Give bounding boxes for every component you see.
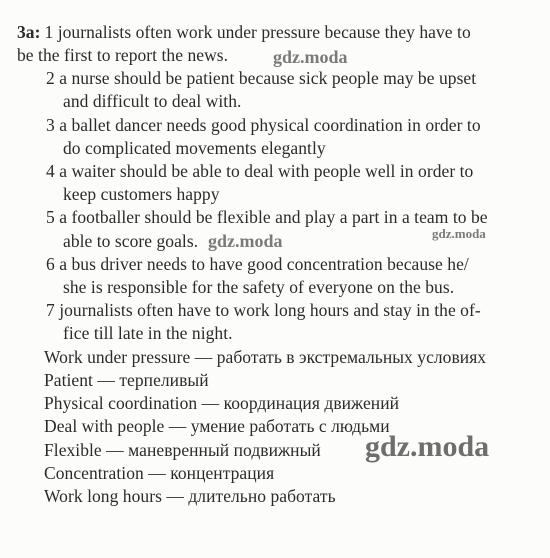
vocab-item: Work under pressure — работать в экстремальных условиях <box>44 347 487 367</box>
item-6-line-2: she is responsible for the safety of everyone on the bus. <box>63 277 455 297</box>
item-2-line-1: 2 a nurse should be patient because sick people may be upset <box>46 68 477 88</box>
item-1-line-1: 3a: 1 journalists often work under pressure because they have to <box>17 22 471 42</box>
item-7-line-2: fice till late in the night. <box>63 323 233 343</box>
watermark: gdz.moda <box>432 226 486 241</box>
item-3-line-2: do complicated movements elegantly <box>63 138 326 158</box>
item-4-line-2: keep customers happy <box>63 184 220 204</box>
vocab-item: Work long hours — длительно работать <box>44 486 336 506</box>
watermark: gdz.moda <box>208 231 283 251</box>
item-1-line-2: be the first to report the news. <box>17 45 229 65</box>
vocab-item: Concentration — концентрация <box>44 463 275 483</box>
item-5-line-2: able to score goals. <box>63 231 199 251</box>
exercise-label: 3a: <box>17 22 41 42</box>
watermark: gdz.moda <box>365 430 490 463</box>
vocab-item: Deal with people — умение работать с людьми <box>44 416 390 436</box>
vocab-item: Physical coordination — координация движений <box>44 393 400 413</box>
watermark: gdz.moda <box>273 47 348 67</box>
vocab-item: Patient — терпеливый <box>44 370 209 390</box>
item-2-line-2: and difficult to deal with. <box>63 91 242 111</box>
item-5-line-1: 5 a footballer should be flexible and play a part in a team to be <box>46 207 488 227</box>
vocab-item: Flexible — маневренный подвижный <box>44 440 321 460</box>
item-3-line-1: 3 a ballet dancer needs good physical coordination in order to <box>46 115 481 135</box>
item-4-line-1: 4 a waiter should be able to deal with people well in order to <box>46 161 474 181</box>
item-6-line-1: 6 a bus driver needs to have good concentration because he/ <box>46 254 469 274</box>
item-7-line-1: 7 journalists often have to work long hours and stay in the of- <box>46 300 481 320</box>
